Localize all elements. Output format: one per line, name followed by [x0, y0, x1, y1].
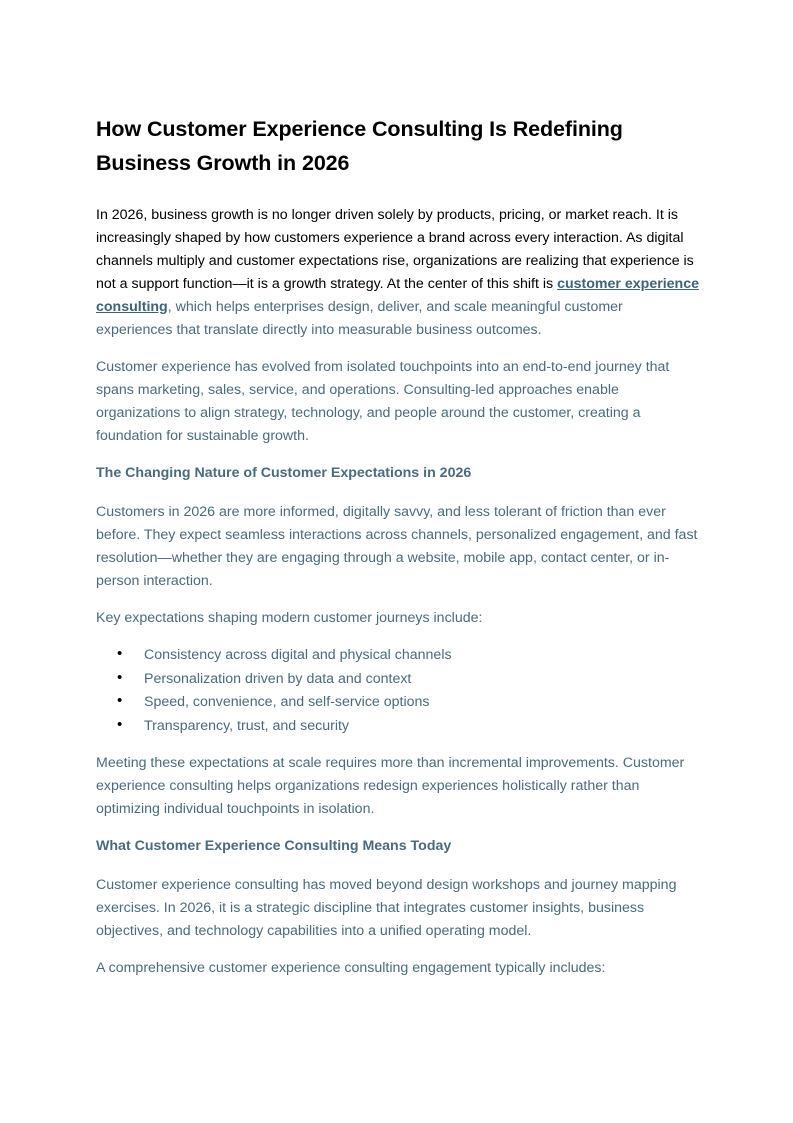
list-item	[96, 715, 700, 739]
bullet-icon: •	[117, 692, 123, 709]
list-item-text: Speed, convenience, and self-service options	[144, 694, 430, 710]
section-heading-cx-consulting: What Customer Experience Consulting Means Today	[96, 838, 452, 854]
bullet-icon: •	[117, 715, 123, 733]
document-page	[96, 112, 700, 994]
meeting-expectations-paragraph: Meeting these expectations at scale requires more than incremental improvements. Customer experience consulting helps organizations redesign experiences holistically rather than optimizing individual touchpoints in isolation.	[96, 755, 685, 817]
expectations-list	[96, 644, 700, 738]
list-item	[96, 691, 700, 715]
evolution-paragraph: Customer experience has evolved from isolated touchpoints into an end-to-end journey that spans marketing, sales, service, and operations. Consulting-led approaches enable organizations to align strategy, technology, and people around the customer, creating a foundation for sustainable growth.	[96, 359, 670, 444]
list-item	[96, 668, 700, 692]
list-item-text: Consistency across digital and physical channels	[144, 647, 452, 663]
bullet-icon: •	[117, 645, 123, 662]
cx-consulting-link[interactable]: customer experience consulting	[96, 276, 700, 315]
bullet-icon: •	[117, 668, 123, 686]
intro-text: In 2026, business growth is no longer driven solely by products, pricing, or market reach. It is increasingly shaped by how customers experience a brand across every interaction. As digital channels multiply and customer expectations rise, organizations are realizing that experience is not a support function—it is a growth strategy. At the center of this shift is	[96, 207, 694, 292]
list-item	[96, 644, 700, 668]
expectations-paragraph: Customers in 2026 are more informed, digitally savvy, and less tolerant of friction than ever before. They expect seamless interactions across channels, personalized engagement, and fast resolution—whether they are engaging through a website, mobile app, contact center, or in-person interaction.	[96, 504, 698, 589]
section-heading-expectations: The Changing Nature of Customer Expectations in 2026	[96, 465, 472, 481]
engagement-intro-paragraph: A comprehensive customer experience consulting engagement typically includes:	[96, 960, 606, 976]
intro-continuation-text: , which helps enterprises design, deliver, and scale meaningful customer experiences that translate directly into measurable business outcomes.	[96, 299, 623, 338]
intro-paragraph	[96, 204, 700, 342]
page-title: How Customer Experience Consulting Is Redefining Business Growth in 2026	[96, 117, 623, 175]
cx-consulting-paragraph: Customer experience consulting has moved beyond design workshops and journey mapping exercises. In 2026, it is a strategic discipline that integrates customer insights, business objectives, and technology capabilities into a unified operating model.	[96, 877, 677, 939]
list-item-text: Personalization driven by data and context	[144, 670, 412, 687]
list-item-text: Transparency, trust, and security	[144, 717, 350, 734]
key-expectations-intro: Key expectations shaping modern customer journeys include:	[96, 610, 483, 626]
